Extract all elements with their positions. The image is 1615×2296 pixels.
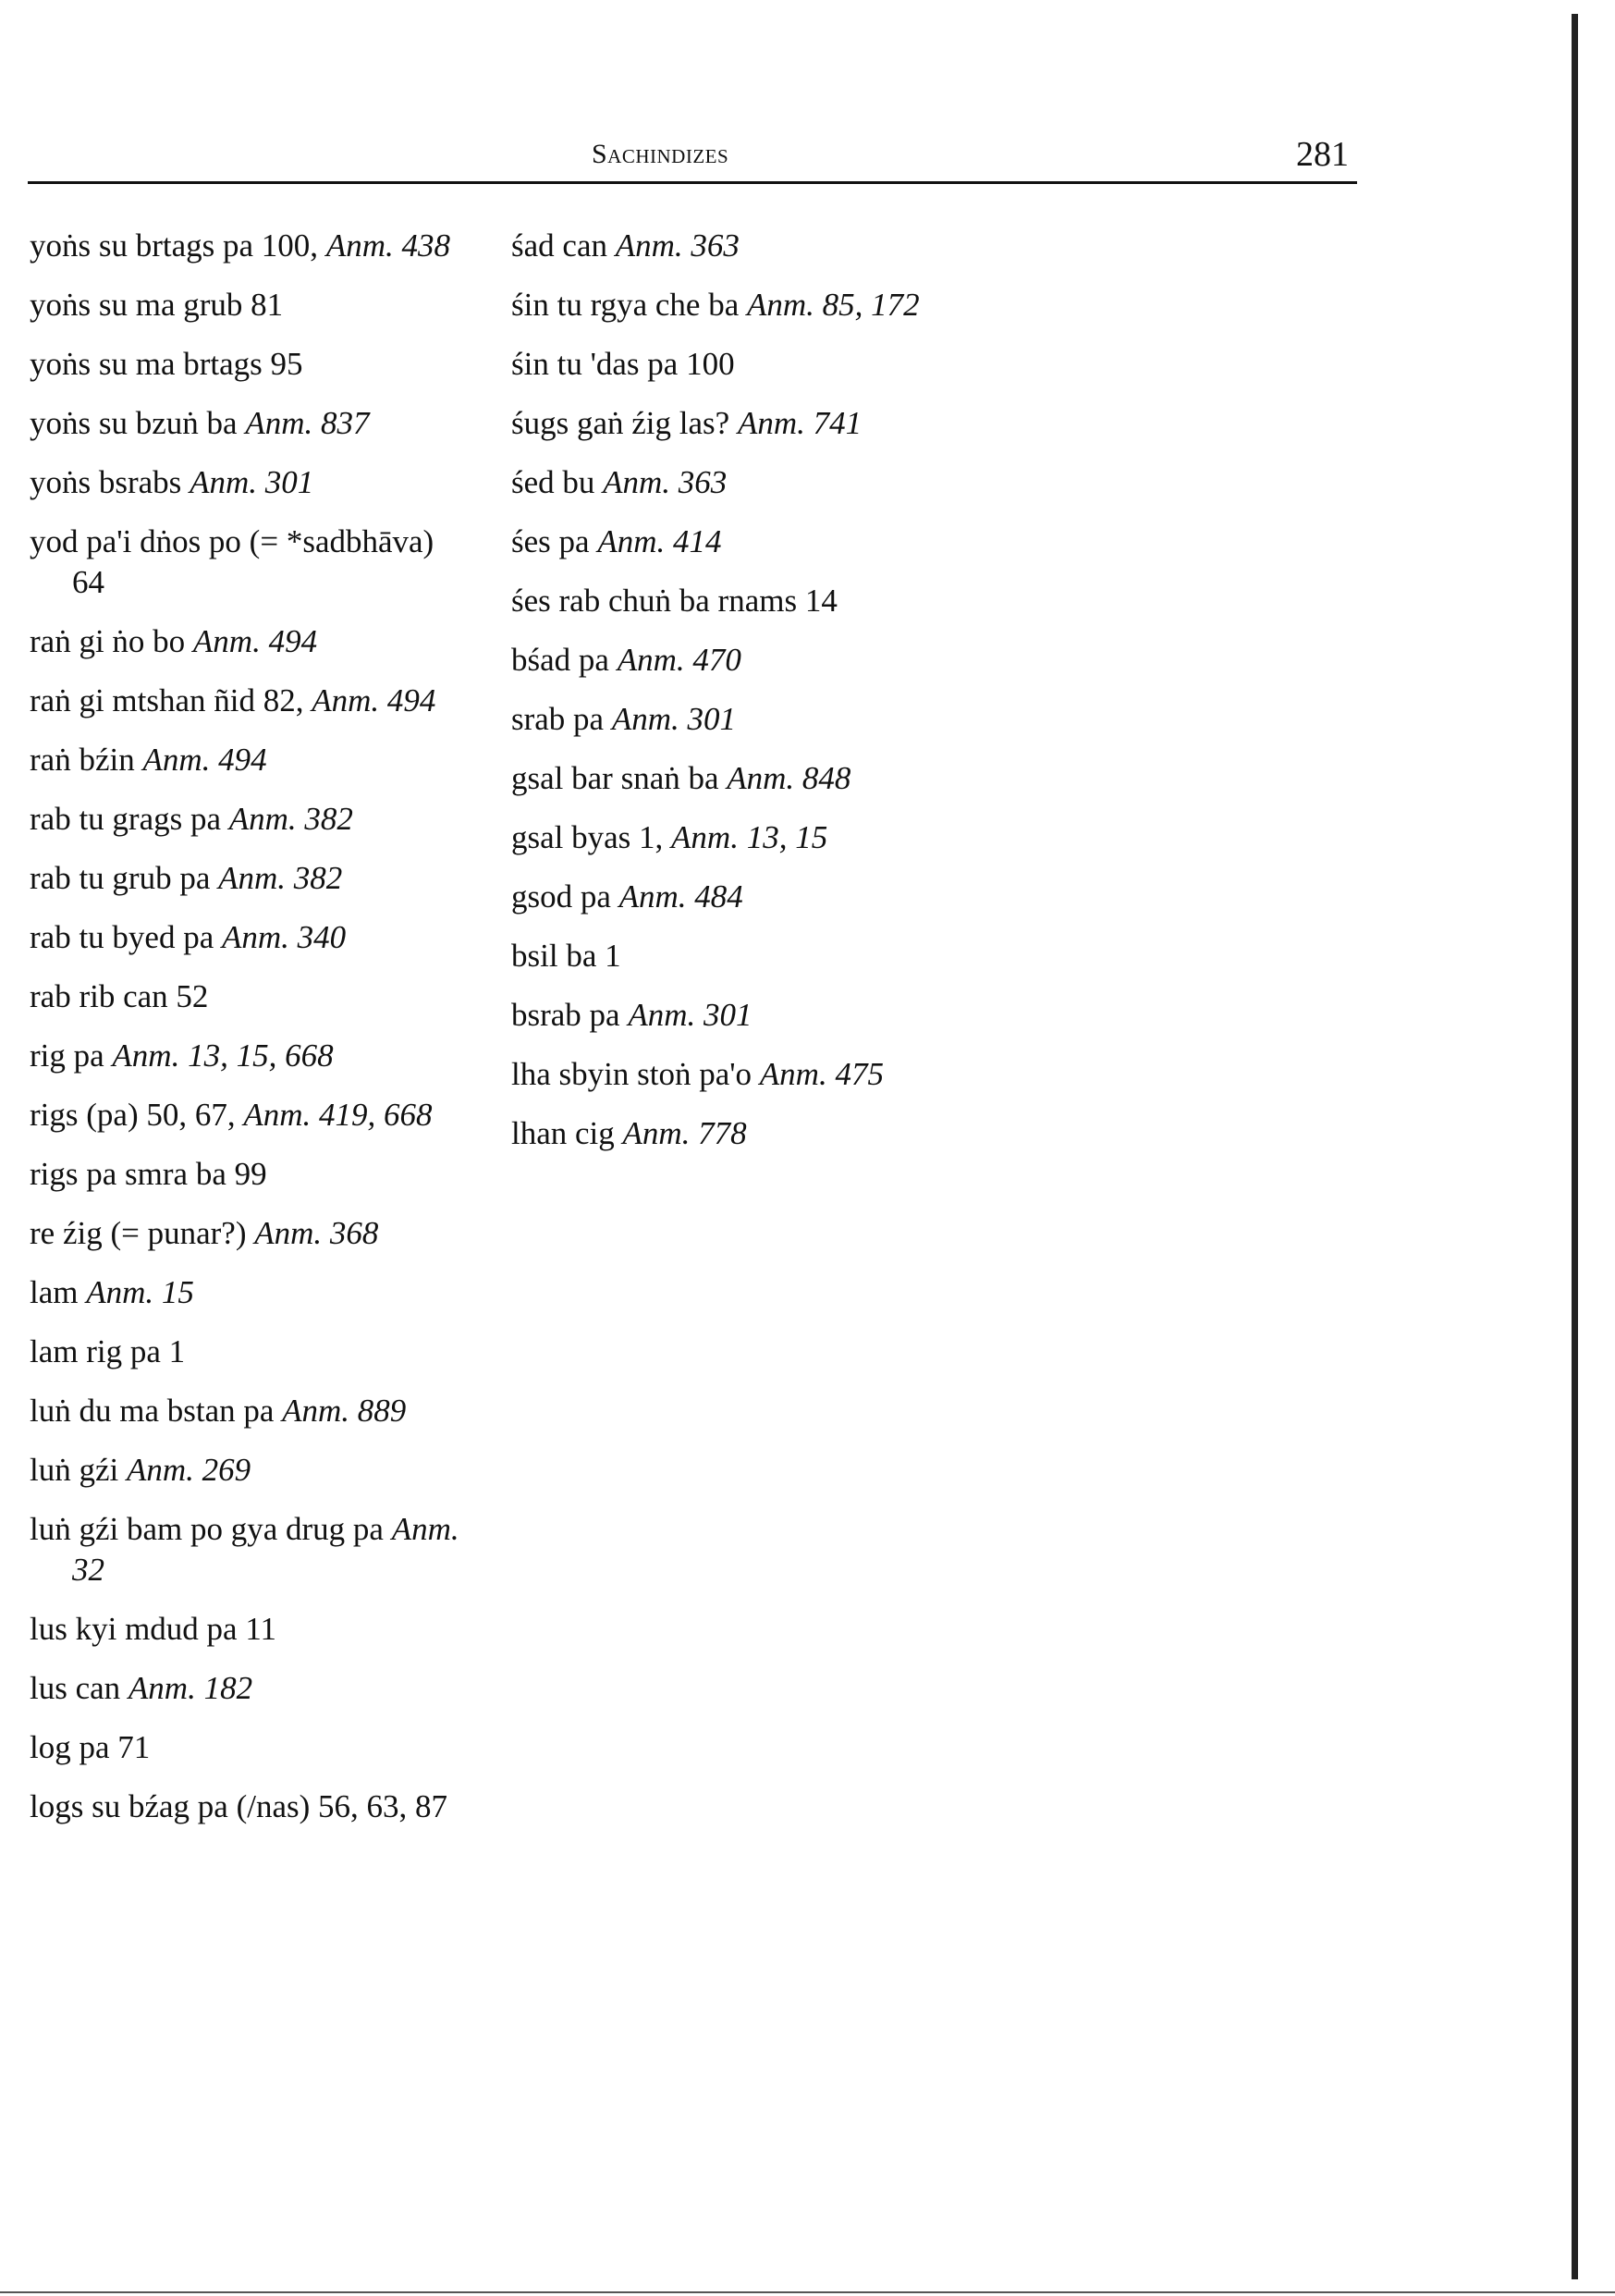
index-entry <box>511 462 946 503</box>
index-term: yoṅs su ma brtags 95 <box>30 346 303 382</box>
index-note-reference: Anm. 848 <box>727 760 851 796</box>
index-note-reference: Anm. 15 <box>86 1274 194 1310</box>
index-note-reference: Anm. 301 <box>190 464 314 500</box>
index-entry <box>30 1272 464 1313</box>
index-note-reference: Anm. 340 <box>221 919 347 955</box>
index-term: raṅ gi ṅo bo <box>30 623 193 659</box>
index-term: rab tu grags pa <box>30 801 229 837</box>
index-entry <box>511 1113 946 1154</box>
index-term: śugs gaṅ źig las? <box>511 405 738 441</box>
index-entry <box>511 758 946 799</box>
header-rule <box>28 181 1357 184</box>
index-note-reference: Anm. 182 <box>128 1670 253 1706</box>
index-column-right <box>511 226 946 1173</box>
index-note-reference: Anm. 419, 668 <box>243 1097 433 1133</box>
index-term: raṅ gi mtshan ñid 82, <box>30 682 312 718</box>
index-term: luṅ du ma bstan pa <box>30 1393 283 1429</box>
scan-edge-shadow <box>1572 14 1578 2279</box>
scan-bottom-edge <box>0 2291 1615 2293</box>
index-term: rab tu byed pa <box>30 919 222 955</box>
index-entry <box>30 1391 464 1431</box>
index-term: lhan cig <box>511 1115 623 1151</box>
index-entry <box>30 1154 464 1195</box>
index-entry <box>511 817 946 858</box>
index-entry <box>30 1450 464 1491</box>
index-note-reference: Anm. 13, 15, 668 <box>112 1037 334 1074</box>
index-term: bśad pa <box>511 642 618 678</box>
index-entry <box>511 226 946 266</box>
index-note-reference: Anm. 741 <box>737 405 863 441</box>
index-term: lha sbyin stoṅ pa'o <box>511 1056 760 1092</box>
index-entry <box>511 581 946 621</box>
index-term: lam <box>30 1274 87 1310</box>
index-term: rigs pa smra ba 99 <box>30 1156 267 1192</box>
index-note-reference: Anm. 85, 172 <box>746 287 920 323</box>
index-term: lus can <box>30 1670 128 1706</box>
index-term: bsil ba 1 <box>511 938 621 974</box>
index-note-reference: Anm. 13, 15 <box>671 819 828 855</box>
index-note-reference: Anm. 414 <box>597 523 722 559</box>
index-note-reference: Anm. 837 <box>245 405 370 441</box>
index-entry <box>511 936 946 976</box>
index-entry <box>30 976 464 1017</box>
index-entry <box>30 1332 464 1372</box>
index-entry <box>511 699 946 740</box>
index-entry <box>30 740 464 780</box>
index-term: yod pa'i dṅos po (= *sadbhāva) 64 <box>30 523 434 600</box>
index-entry <box>30 621 464 662</box>
index-term: srab pa <box>511 701 612 737</box>
index-note-reference: Anm. 32 <box>72 1511 459 1588</box>
index-term: gsal byas 1, <box>511 819 672 855</box>
index-note-reference: Anm. 301 <box>628 997 752 1033</box>
index-entry <box>30 462 464 503</box>
index-term: rab tu grub pa <box>30 860 219 896</box>
index-note-reference: Anm. 494 <box>142 742 267 778</box>
index-note-reference: Anm. 438 <box>325 227 450 264</box>
index-term: log pa 71 <box>30 1729 151 1765</box>
index-note-reference: Anm. 382 <box>218 860 343 896</box>
index-term: raṅ bźin <box>30 742 143 778</box>
index-entry <box>511 995 946 1036</box>
index-note-reference: Anm. 470 <box>617 642 741 678</box>
index-note-reference: Anm. 363 <box>615 227 740 264</box>
index-entry <box>30 344 464 385</box>
index-entry <box>30 1036 464 1076</box>
index-note-reference: Anm. 475 <box>759 1056 884 1092</box>
index-note-reference: Anm. 494 <box>312 682 436 718</box>
index-note-reference: Anm. 889 <box>282 1393 407 1429</box>
running-header-title: Sachindizes <box>592 139 729 169</box>
index-term: śad can <box>511 227 616 264</box>
index-term: yoṅs su brtags pa 100, <box>30 227 326 264</box>
index-entry <box>30 917 464 958</box>
index-entry <box>511 403 946 444</box>
index-term: luṅ gźi <box>30 1452 127 1488</box>
index-note-reference: Anm. 269 <box>126 1452 251 1488</box>
index-term: śes pa <box>511 523 598 559</box>
index-term: rig pa <box>30 1037 113 1074</box>
index-note-reference: Anm. 484 <box>618 878 743 915</box>
index-term: yoṅs su ma grub 81 <box>30 287 284 323</box>
index-note-reference: Anm. 382 <box>228 801 353 837</box>
index-column-left <box>30 226 464 1846</box>
index-term: śes rab chuṅ ba rnams 14 <box>511 583 838 619</box>
index-term: śin tu 'das pa 100 <box>511 346 735 382</box>
index-term: bsrab pa <box>511 997 629 1033</box>
index-entry <box>511 344 946 385</box>
index-term: lus kyi mdud pa 11 <box>30 1611 277 1647</box>
index-note-reference: Anm. 301 <box>611 701 737 737</box>
index-entry <box>30 1727 464 1768</box>
index-entry <box>30 1509 464 1590</box>
index-term: rab rib can 52 <box>30 978 209 1014</box>
index-entry <box>30 1786 464 1827</box>
index-term: logs su bźag pa (/nas) 56, 63, 87 <box>30 1788 448 1824</box>
index-entry <box>30 403 464 444</box>
index-term: re źig (= punar?) <box>30 1215 255 1251</box>
index-term: yoṅs su bzuṅ ba <box>30 405 246 441</box>
index-entry <box>30 681 464 721</box>
index-term: gsal bar snaṅ ba <box>511 760 728 796</box>
index-entry <box>30 1095 464 1136</box>
index-entry <box>511 1054 946 1095</box>
index-term: yoṅs bsrabs <box>30 464 190 500</box>
index-entry <box>511 877 946 917</box>
index-term: śin tu rgya che ba <box>511 287 747 323</box>
index-term: lam rig pa 1 <box>30 1333 186 1369</box>
index-term: śed bu <box>511 464 604 500</box>
index-note-reference: Anm. 363 <box>603 464 728 500</box>
index-term: gsod pa <box>511 878 619 915</box>
index-term: rigs (pa) 50, 67, <box>30 1097 244 1133</box>
index-entry <box>30 285 464 325</box>
index-entry <box>30 1668 464 1709</box>
page-number: 281 <box>1296 135 1349 174</box>
index-entry <box>30 226 464 266</box>
index-entry <box>511 640 946 681</box>
index-note-reference: Anm. 778 <box>622 1115 747 1151</box>
index-entry <box>30 858 464 899</box>
index-note-reference: Anm. 368 <box>254 1215 379 1251</box>
index-note-reference: Anm. 494 <box>192 623 318 659</box>
index-entry <box>30 522 464 603</box>
index-term: luṅ gźi bam po gya drug pa <box>30 1511 392 1547</box>
index-entry <box>511 522 946 562</box>
index-entry <box>30 1609 464 1650</box>
index-entry <box>30 799 464 840</box>
index-entry <box>30 1213 464 1254</box>
index-entry <box>511 285 946 325</box>
